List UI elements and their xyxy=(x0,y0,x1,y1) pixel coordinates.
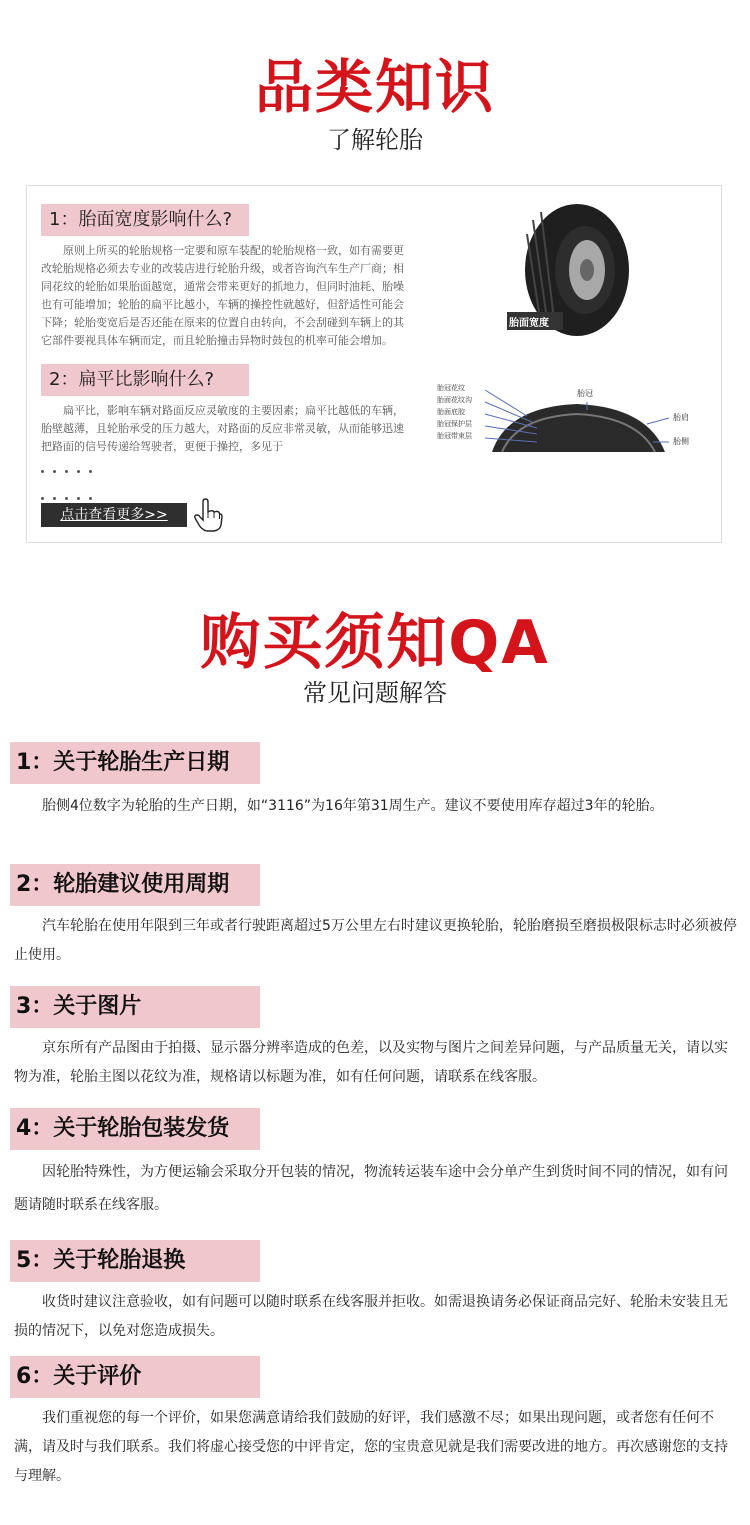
tire-width-label: 胎面宽度 xyxy=(509,318,549,329)
tire-image xyxy=(505,200,635,330)
qa-body-5: 收货时建议注意验收，如有问题可以随时联系在线客服并拒收。如需退换请务必保证商品完好、轮胎未安装且无损的情况下，以免对您造成损失。 xyxy=(14,1294,728,1339)
section1-subtitle: 了解轮胎 xyxy=(327,126,423,154)
question-1-text: 原则上所买的轮胎规格一定要和原车装配的轮胎规格一致，如有需要更改轮胎规格必须去专业的改装店进行轮胎升级，或者咨询汽车生产厂商；相同花纹的轮胎如果胎面越宽，通常会带来更好的抓地力，但同时油耗、胎噪也有可能增加；轮胎的扁平比越小，车辆的操控性就越好，但舒适性可能会下降；轮胎变宽后是否还能在原来的位置自由转向，不会刮碰到车辆上的其它部件要视具体车辆而定，而且轮胎撞击异物时鼓包的机率可能会增加。 xyxy=(41,244,404,347)
qa-heading-4: 4：关于轮胎包装发货 xyxy=(10,1108,260,1150)
tire-knowledge-card xyxy=(26,185,722,543)
diagram-sidewall-label: 胎侧 xyxy=(673,437,689,446)
qa-heading-2: 2：轮胎建议使用周期 xyxy=(10,864,260,906)
hand-pointer-icon xyxy=(193,498,223,532)
qa-heading-6: 6：关于评价 xyxy=(10,1356,260,1398)
section1-title: 品类知识 xyxy=(254,53,495,121)
question-2-label: 2：扁平比影响什么? xyxy=(41,364,249,396)
qa-body-1: 胎侧4位数字为轮胎的生产日期，如“3116”为16年第31周生产。建议不要使用库存超过3年的轮胎。 xyxy=(42,798,664,814)
question-1-label: 1：胎面宽度影响什么? xyxy=(41,204,249,236)
tire-structure-diagram xyxy=(437,382,707,462)
section2-title: 购买须知QA xyxy=(200,608,550,678)
qa-body-2: 汽车轮胎在使用年限到三年或者行驶距离超过5万公里左右时建议更换轮胎，轮胎磨损至磨损极限标志时必须被停止使用。 xyxy=(14,918,737,963)
qa-heading-3: 3：关于图片 xyxy=(10,986,260,1028)
view-more-button[interactable]: 点击查看更多>> xyxy=(41,503,187,527)
diagram-shoulder-label: 胎肩 xyxy=(673,413,689,422)
qa-body-4: 因轮胎特殊性，为方便运输会采取分开包装的情况，物流转运装车途中会分单产生到货时间不同的情况，如有问题请随时联系在线客服。 xyxy=(14,1164,728,1213)
qa-heading-1: 1：关于轮胎生产日期 xyxy=(10,742,260,784)
diagram-crown-label: 胎冠 xyxy=(577,389,593,398)
qa-body-3: 京东所有产品图由于拍摄、显示器分辨率造成的色差，以及实物与图片之间差异问题，与产品质量无关，请以实物为准，轮胎主图以花纹为准，规格请以标题为准，如有任何问题，请联系在线客服。 xyxy=(14,1040,728,1085)
section2-subtitle: 常见问题解答 xyxy=(303,679,447,707)
qa-heading-5: 5：关于轮胎退换 xyxy=(10,1240,260,1282)
diagram-left-labels: 胎冠花纹 胎面花纹沟 胎面底胶 胎冠保护层 胎冠带束层 xyxy=(437,384,472,440)
question-2-text: 扁平比，影响车辆对路面反应灵敏度的主要因素；扁平比越低的车辆，胎壁越薄，且轮胎承受的压力越大，对路面的反应非常灵敏，从而能够迅速把路面的信号传递给驾驶者，更便于操控，多见于 xyxy=(41,404,404,453)
qa-body-6: 我们重视您的每一个评价，如果您满意请给我们鼓励的好评，我们感激不尽；如果出现问题，或者您有任何不满，请及时与我们联系。我们将虚心接受您的中评肯定，您的宝贵意见就是我们需要改进的地方。再次感谢您的支持与理解。 xyxy=(14,1410,728,1484)
